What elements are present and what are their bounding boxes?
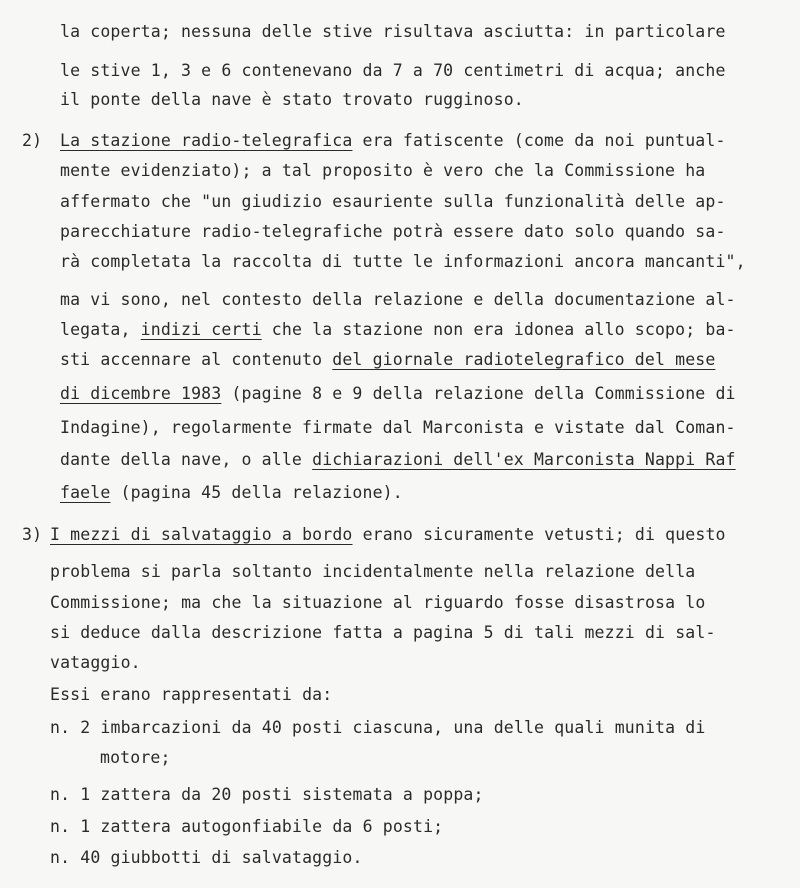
list-item: n. 1 zattera da 20 posti sistemata a poppa; <box>50 785 484 804</box>
text-line: affermato che "un giudizio esauriente sulla funzionalità delle ap- <box>60 192 726 211</box>
text-line: si deduce dalla descrizione fatta a pagina 5 di tali mezzi di sal- <box>50 623 716 642</box>
text-line: legata, indizi certi che la stazione non era idonea allo scopo; ba- <box>60 320 736 339</box>
list-item-continuation: motore; <box>100 748 171 767</box>
text-line: problema si parla soltanto incidentalmente nella relazione della <box>50 562 696 581</box>
list-item: n. 40 giubbotti di salvataggio. <box>50 848 363 867</box>
text-line: faele (pagina 45 della relazione). <box>60 483 403 502</box>
text-line: Commissione; ma che la situazione al riguardo fosse disastrosa lo <box>50 593 706 612</box>
text-line: la coperta; nessuna delle stive risultava asciutta: in particolare <box>60 22 726 41</box>
list-item: n. 1 zattera autogonfiabile da 6 posti; <box>50 817 444 836</box>
text-line: Essi erano rappresentati da: <box>50 685 333 704</box>
underlined-phrase: di dicembre 1983 <box>60 384 222 403</box>
item-number: 2) <box>22 131 43 150</box>
text-line: sti accennare al contenuto del giornale radiotelegrafico del mese <box>60 350 716 369</box>
text-line: I mezzi di salvataggio a bordo erano sicuramente vetusti; di questo <box>50 525 726 544</box>
text-line: il ponte della nave è stato trovato rugginoso. <box>60 90 524 109</box>
text-line: La stazione radio-telegrafica era fatiscente (come da noi puntual- <box>60 131 726 150</box>
item-number: 3) <box>22 525 43 544</box>
underlined-phrase: faele <box>60 483 111 502</box>
underlined-phrase: I mezzi di salvataggio a bordo <box>50 525 353 544</box>
text-line: vataggio. <box>50 653 141 672</box>
underlined-phrase: La stazione radio-telegrafica <box>60 131 353 150</box>
text-line: mente evidenziato); a tal proposito è vero che la Commissione ha <box>60 161 706 180</box>
list-item: n. 2 imbarcazioni da 40 posti ciascuna, una delle quali munita di <box>50 718 706 737</box>
text-line: le stive 1, 3 e 6 contenevano da 7 a 70 centimetri di acqua; anche <box>60 61 726 80</box>
underlined-phrase: del giornale radiotelegrafico del mese <box>332 350 716 369</box>
text-line: ma vi sono, nel contesto della relazione e della documentazione al- <box>60 290 736 309</box>
text-line: di dicembre 1983 (pagine 8 e 9 della relazione della Commissione di <box>60 384 736 403</box>
text-line: rà completata la raccolta di tutte le informazioni ancora mancanti", <box>60 252 746 271</box>
underlined-phrase: dichiarazioni dell'ex Marconista Nappi Raf <box>312 450 736 469</box>
underlined-phrase: indizi certi <box>140 320 262 339</box>
text-line: dante della nave, o alle dichiarazioni dell'ex Marconista Nappi Raf <box>60 450 736 469</box>
text-line: parecchiature radio-telegrafiche potrà essere dato solo quando sa- <box>60 222 726 241</box>
text-line: Indagine), regolarmente firmate dal Marconista e vistate dal Coman- <box>60 418 736 437</box>
